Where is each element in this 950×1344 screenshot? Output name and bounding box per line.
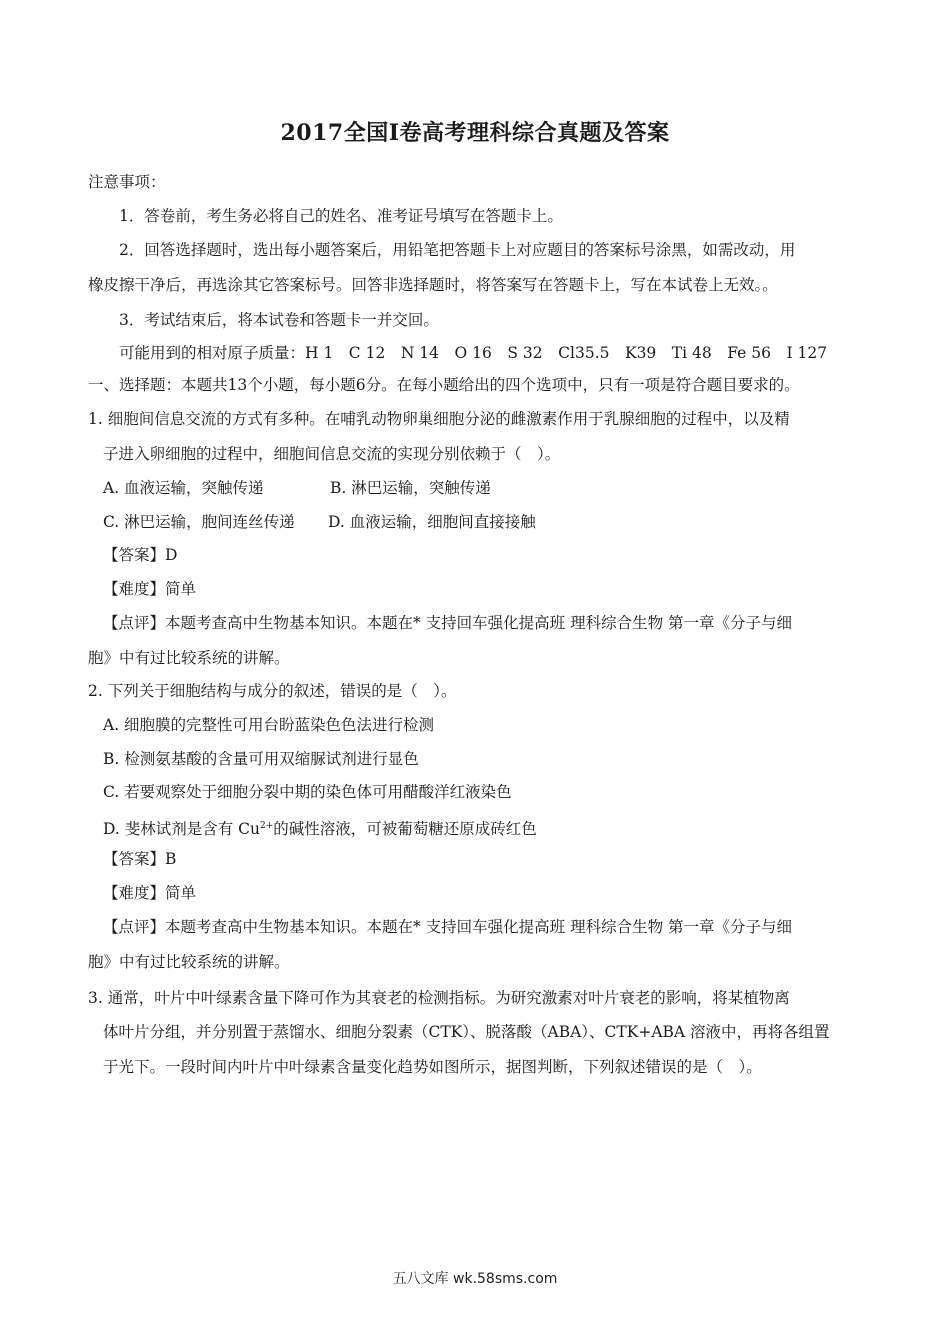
q2-option-d [103, 816, 537, 839]
q3-stem-line-3: 于光下。一段时间内叶片中叶绿素含量变化趋势如图所示，据图判断，下列叙述错误的是（ ）。 [103, 1058, 762, 1076]
q1-answer: 【答案】D [103, 546, 178, 564]
q2-stem: 2. 下列关于细胞结构与成分的叙述，错误的是（ ）。 [88, 682, 457, 700]
atomic-masses: 可能用到的相对原子质量：H 1 C 12 N 14 O 16 S 32 Cl35.5 K39 Ti 48 Fe 56 I 127 [119, 344, 828, 362]
notes-item-1: 1．答卷前，考生务必将自己的姓名、准考证号填写在答题卡上。 [119, 207, 563, 225]
notes-heading: 注意事项： [88, 173, 166, 191]
q1-difficulty: 【难度】简单 [103, 580, 197, 598]
q1-option-b: B. 淋巴运输，突触传递 [330, 479, 491, 497]
q1-comment-line-1: 【点评】本题考查高中生物基本知识。本题在* 支持回车强化提高班 理科综合生物 第一章《分子与细 [103, 614, 793, 632]
q2-option-d-post: 的碱性溶液，可被葡萄糖还原成砖红色 [273, 820, 537, 838]
q2-difficulty: 【难度】简单 [103, 884, 197, 902]
q2-option-b: B. 检测氨基酸的含量可用双缩脲试剂进行显色 [103, 750, 419, 768]
notes-item-2-line-2: 橡皮擦干净后，再选涂其它答案标号。回答非选择题时，将答案写在答题卡上，写在本试卷上无效。。 [88, 276, 778, 294]
page-title: 2017全国Ⅰ卷高考理科综合真题及答案 [280, 120, 670, 146]
q1-option-c: C. 淋巴运输，胞间连丝传递 [103, 513, 295, 531]
q1-stem-line-2: 子进入卵细胞的过程中，细胞间信息交流的实现分别依赖于（ ）。 [103, 445, 561, 463]
q2-option-a: A. 细胞膜的完整性可用台盼蓝染色色法进行检测 [103, 716, 435, 734]
notes-item-2-line-1: 2．回答选择题时，选出每小题答案后，用铅笔把答题卡上对应题目的答案标号涂黑，如需改动，用 [119, 241, 796, 259]
q1-option-d: D. 血液运输，细胞间直接接触 [328, 513, 536, 531]
q2-comment-line-2: 胞》中有过比较系统的讲解。 [88, 953, 290, 971]
notes-item-3: 3．考试结束后，将本试卷和答题卡一并交回。 [119, 311, 439, 329]
q2-option-c: C. 若要观察处于细胞分裂中期的染色体可用醋酸洋红液染色 [103, 783, 512, 801]
q1-stem-line-1: 1. 细胞间信息交流的方式有多种。在哺乳动物卵巢细胞分泌的雌激素作用于乳腺细胞的过程中，以及精 [88, 410, 790, 428]
q1-option-a: A. 血液运输，突触传递 [103, 479, 264, 497]
q2-comment-line-1: 【点评】本题考查高中生物基本知识。本题在* 支持回车强化提高班 理科综合生物 第一章《分子与细 [103, 918, 793, 936]
q2-option-d-pre: D. 斐林试剂是含有 Cu [103, 820, 260, 838]
q3-stem-line-2: 体叶片分组，并分别置于蒸馏水、细胞分裂素（CTK）、脱落酸（ABA）、CTK+ABA 溶液中，再将各组置 [103, 1023, 830, 1041]
q3-stem-line-1: 3. 通常，叶片中叶绿素含量下降可作为其衰老的检测指标。为研究激素对叶片衰老的影响，将某植物离 [88, 989, 790, 1007]
q2-option-d-superscript: 2+ [260, 821, 274, 831]
q1-comment-line-2: 胞》中有过比较系统的讲解。 [88, 649, 290, 667]
section-1-header: 一、选择题：本题共13个小题，每小题6分。在每小题给出的四个选项中，只有一项是符合题目要求的。 [88, 376, 800, 394]
q2-answer: 【答案】B [103, 850, 177, 868]
footer-watermark: 五八文库 wk.58sms.com [392, 1271, 558, 1287]
